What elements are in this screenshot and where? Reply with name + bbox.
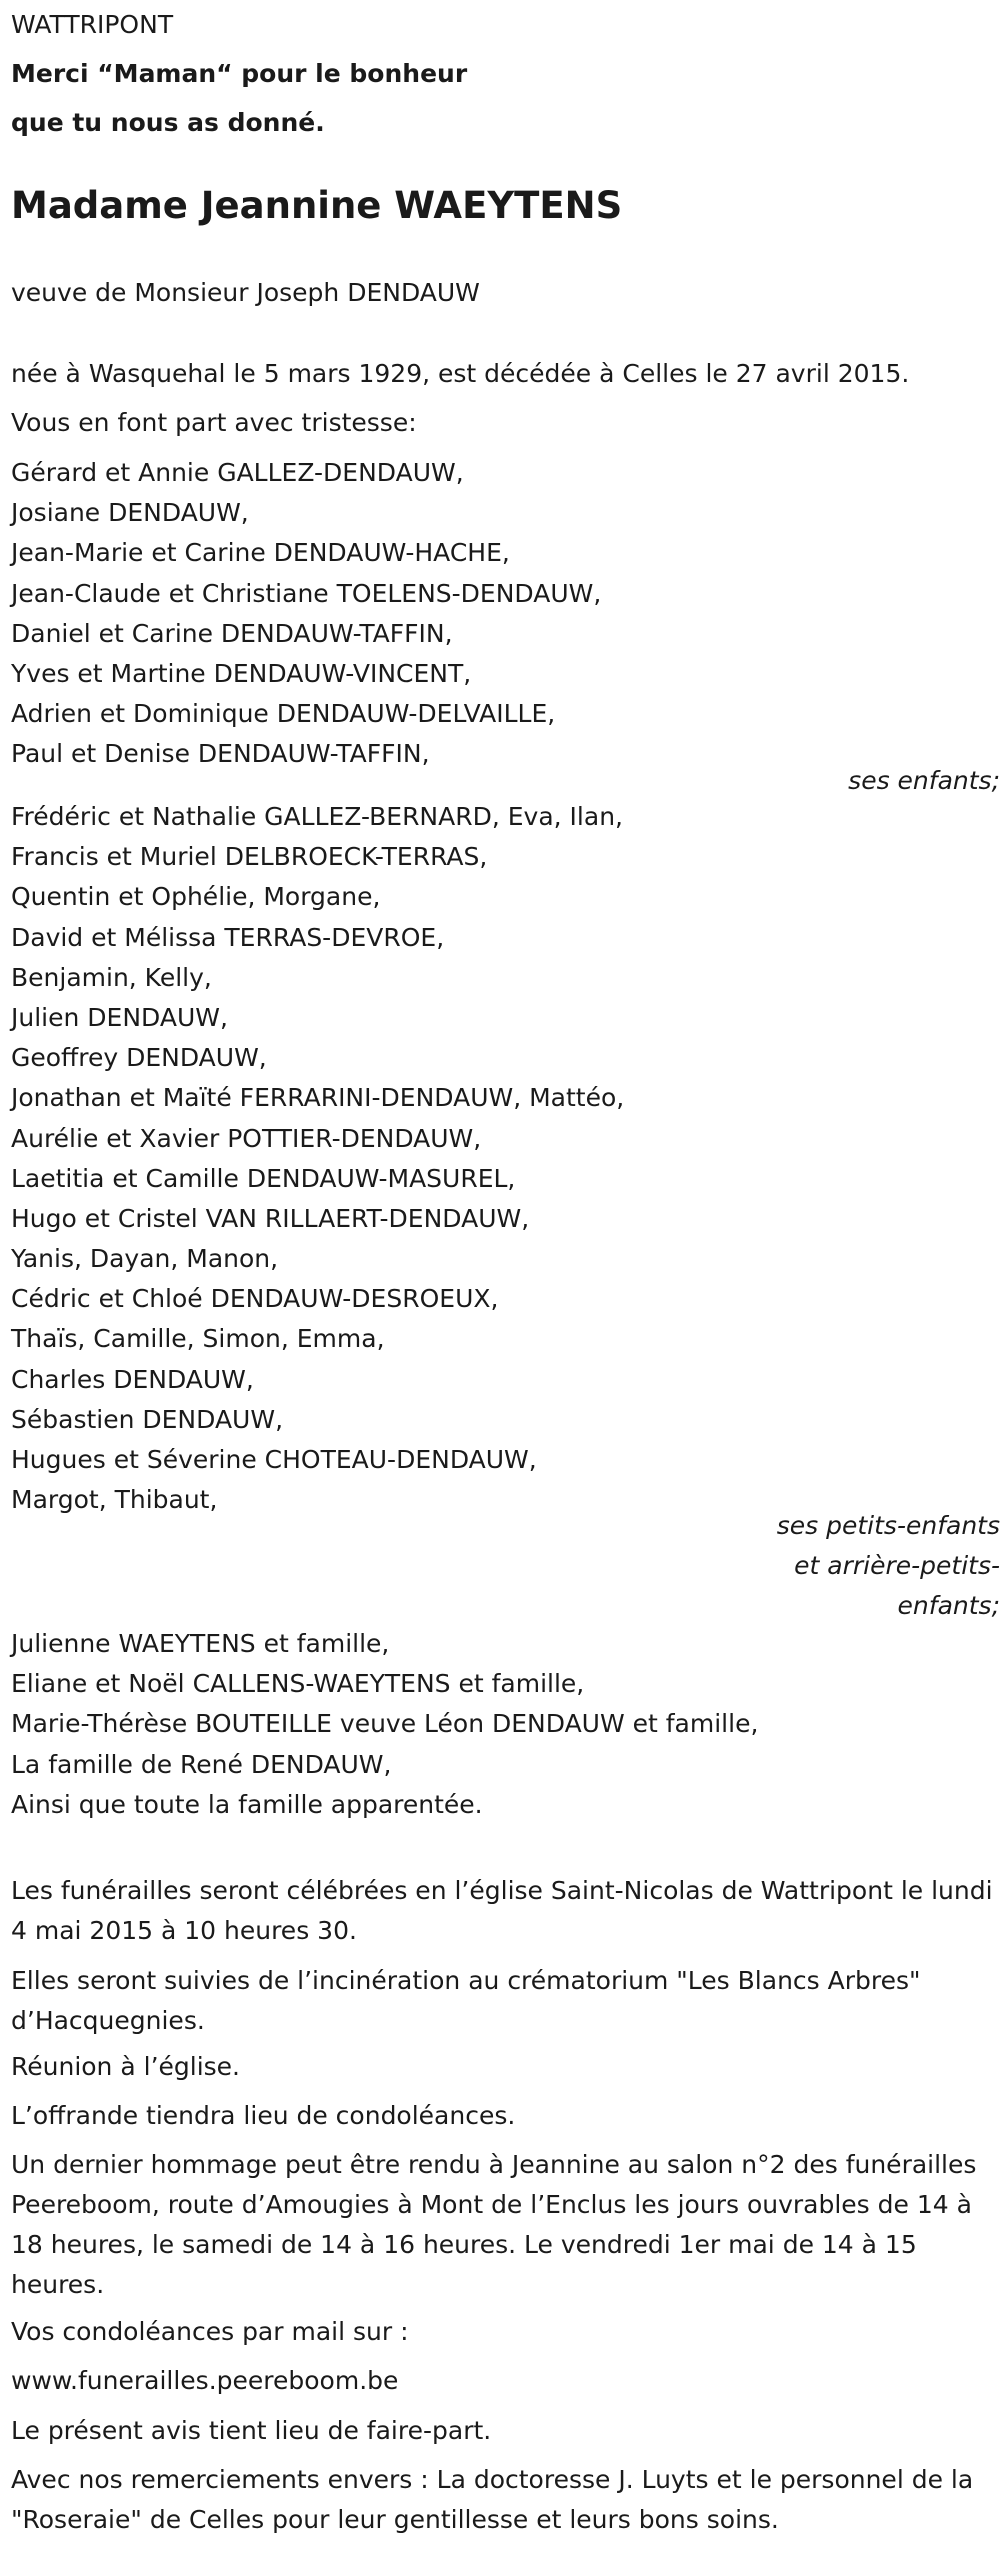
list-item: Francis et Muriel DELBROECK-TERRAS,	[11, 842, 488, 872]
place-name: WATTRIPONT	[11, 10, 174, 39]
list-item: Quentin et Ophélie, Morgane,	[11, 882, 381, 912]
list-item: Ainsi que toute la famille apparentée.	[11, 1789, 483, 1819]
list-item: Sébastien DENDAUW,	[11, 1404, 284, 1434]
list-item: Charles DENDAUW,	[11, 1364, 254, 1394]
list-item: Yanis, Dayan, Manon,	[11, 1244, 279, 1274]
list-item: Jonathan et Maïté FERRARINI-DENDAUW, Mattéo,	[11, 1083, 625, 1113]
grandchildren-role-line-3: enfants;	[897, 1591, 1000, 1620]
list-item: Julien DENDAUW,	[11, 1002, 228, 1032]
list-item: Cédric et Chloé DENDAUW-DESROEUX,	[11, 1284, 499, 1314]
grandchildren-role-line-2: et arrière-petits-	[794, 1551, 1000, 1580]
children-list	[11, 456, 601, 778]
list-item: Paul et Denise DENDAUW-TAFFIN,	[11, 739, 430, 769]
thanks-text: Avec nos remerciements envers : La doctoresse J. Luyts et le personnel de la "Roseraie" de Celles pour leur gentillesse et leurs bons soins.	[11, 2465, 974, 2534]
list-item: Benjamin, Kelly,	[11, 962, 212, 992]
list-item: Geoffrey DENDAUW,	[11, 1043, 267, 1073]
list-item: Eliane et Noël CALLENS-WAEYTENS et famille,	[11, 1669, 585, 1699]
tribute-text: Un dernier hommage peut être rendu à Jeannine au salon n°2 des funérailles Peereboom, route d’Amougies à Mont de l’Enclus les jours ouvrables de 14 à 18 heures, le samedi de 14 à 16 heures. Le vendredi 1er mai de 14 à 15 heures.	[11, 2150, 977, 2299]
list-item: Daniel et Carine DENDAUW-TAFFIN,	[11, 618, 453, 648]
motto-line-1: Merci “Maman“ pour le bonheur	[11, 59, 468, 88]
list-item: Gérard et Annie GALLEZ-DENDAUW,	[11, 458, 464, 487]
birth-death: née à Wasquehal le 5 mars 1929, est décédée à Celles le 27 avril 2015.	[11, 359, 910, 388]
family-list	[11, 1627, 758, 1828]
website-text: www.funerailles.peereboom.be	[11, 2366, 399, 2395]
condolences-text: Vos condoléances par mail sur :	[11, 2317, 409, 2346]
list-item: Jean-Claude et Christiane TOELENS-DENDAUW,	[11, 578, 602, 608]
list-item: Marie-Thérèse BOUTEILLE veuve Léon DENDAUW et famille,	[11, 1709, 759, 1739]
announce-text: Vous en font part avec tristesse:	[11, 408, 417, 437]
list-item: Laetitia et Camille DENDAUW-MASUREL,	[11, 1163, 516, 1193]
list-item: Frédéric et Nathalie GALLEZ-BERNARD, Eva, Ilan,	[11, 802, 623, 831]
list-item: David et Mélissa TERRAS-DEVROE,	[11, 922, 445, 952]
cremation-text: Elles seront suivies de l’incinération au crématorium "Les Blancs Arbres" d’Hacquegnies.	[11, 1966, 921, 2035]
list-item: La famille de René DENDAUW,	[11, 1749, 392, 1779]
grandchildren-role-line-1: ses petits-enfants	[776, 1511, 1000, 1540]
list-item: Aurélie et Xavier POTTIER-DENDAUW,	[11, 1123, 482, 1153]
list-item: Josiane DENDAUW,	[11, 498, 249, 528]
list-item: Yves et Martine DENDAUW-VINCENT,	[11, 658, 472, 688]
list-item: Adrien et Dominique DENDAUW-DELVAILLE,	[11, 699, 556, 729]
list-item: Thaïs, Camille, Simon, Emma,	[11, 1324, 385, 1354]
offering-text: L’offrande tiendra lieu de condoléances.	[11, 2101, 516, 2130]
motto-line-2: que tu nous as donné.	[11, 108, 325, 137]
children-role: ses enfants;	[848, 766, 1000, 795]
list-item: Margot, Thibaut,	[11, 1485, 218, 1515]
meeting-text: Réunion à l’église.	[11, 2052, 241, 2081]
notice-text: Le présent avis tient lieu de faire-part.	[11, 2416, 492, 2445]
funeral-text: Les funérailles seront célébrées en l’église Saint-Nicolas de Wattripont le lundi 4 mai 2015 à 10 heures 30.	[11, 1876, 993, 1945]
deceased-name: Madame Jeannine WAEYTENS	[11, 184, 623, 227]
list-item: Jean-Marie et Carine DENDAUW-HACHE,	[11, 538, 510, 568]
widow-of: veuve de Monsieur Joseph DENDAUW	[11, 278, 480, 307]
grandchildren-list	[11, 800, 624, 1523]
list-item: Hugo et Cristel VAN RILLAERT-DENDAUW,	[11, 1203, 530, 1233]
list-item: Julienne WAEYTENS et famille,	[11, 1629, 390, 1658]
list-item: Hugues et Séverine CHOTEAU-DENDAUW,	[11, 1445, 537, 1474]
